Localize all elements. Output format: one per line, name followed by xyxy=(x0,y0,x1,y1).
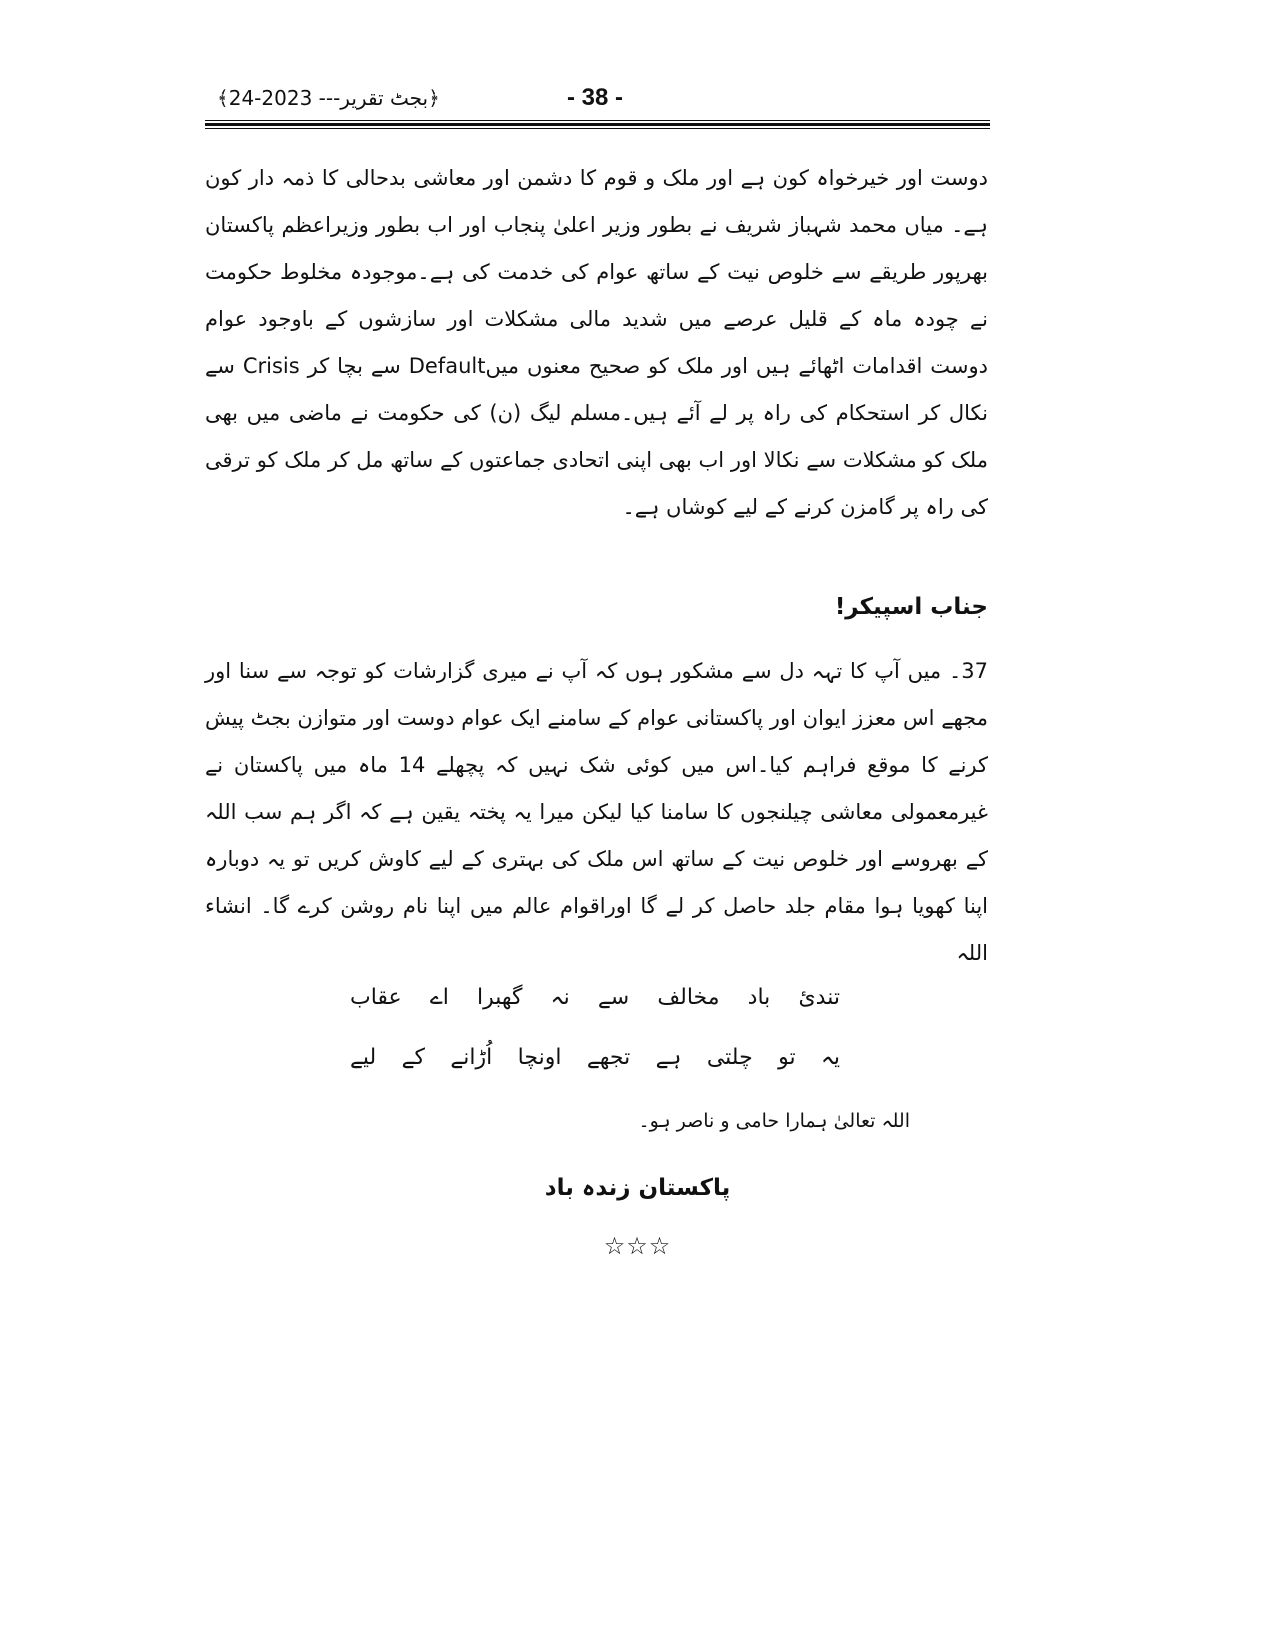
header-rule-bottom xyxy=(205,128,990,129)
header-rule-top xyxy=(205,120,990,121)
stars-ornament: ☆☆☆ xyxy=(603,1232,672,1260)
slogan: پاکستان زندہ باد xyxy=(544,1175,731,1201)
header-rule-middle xyxy=(205,123,990,126)
body-paragraph-2: 37۔ میں آپ کا تہہ دل سے مشکور ہوں کہ آپ نے میری گزارشات کو توجہ سے سنا اور مجھے اس معزز ایوان اور پاکستانی عوام کے سامنے ایک عوام دوست اور متوازن بجٹ پیش کرنے کا موقع فراہم کیا۔اس میں کوئی شک نہیں کہ پچھلے 14 ماہ میں پاکستان نے غیرمعمولی معاشی چیلنجوں کا سامنا کیا لیکن میرا یہ پختہ یقین ہے کہ اگر ہم سب اللہ کے بھروسے اور خلوص نیت کے ساتھ اس ملک کی بہتری کے لیے کاوش کریں تو یہ دوبارہ اپنا کھویا ہوا مقام جلد حاصل کر لے گا اوراقوام عالم میں اپنا نام روشن کرے گا۔ انشاء اللہ xyxy=(205,659,988,965)
closing-line: اللہ تعالیٰ ہمارا حامی و ناصر ہو۔ xyxy=(638,1110,910,1132)
page-number: - 38 - xyxy=(567,84,624,111)
body-paragraph-1: دوست اور خیرخواہ کون ہے اور ملک و قوم کا دشمن اور معاشی بدحالی کا ذمہ دار کون ہے۔ میاں محمد شہباز شریف نے بطور وزیر اعلیٰ پنجاب اور اب بطور وزیراعظم پاکستان بھرپور طریقے سے خلوص نیت کے ساتھ عوام کی خدمت کی ہے۔موجودہ مخلوط حکومت نے چودہ ماہ کے قلیل عرصے میں شدید مالی مشکلات اور سازشوں کے باوجود عوام دوست اقدامات اٹھائے ہیں اور ملک کو صحیح معنوں میںDefault سے بچا کر Crisis سے نکال کر استحکام کی راہ پر لے آئے ہیں۔مسلم لیگ (ن) کی حکومت نے ماضی میں بھی ملک کو مشکلات سے نکالا اور اب بھی اپنی اتحادی جماعتوں کے ساتھ مل کر ملک کو ترقی کی راہ پر گامزن کرنے کے لیے کوشاں ہے۔ xyxy=(205,166,989,519)
verse-line-2: یہ تو چلتی ہے تجھے اونچا اُڑانے کے لیے xyxy=(350,1045,840,1070)
section-heading: جناب اسپیکر! xyxy=(834,594,988,620)
verse-line-1: تندیٔ باد مخالف سے نہ گھبرا اے عقاب xyxy=(350,985,840,1010)
header-title: ﴿بجٹ تقریر--- 2023-24﴾ xyxy=(217,86,440,110)
page-header xyxy=(205,82,990,114)
